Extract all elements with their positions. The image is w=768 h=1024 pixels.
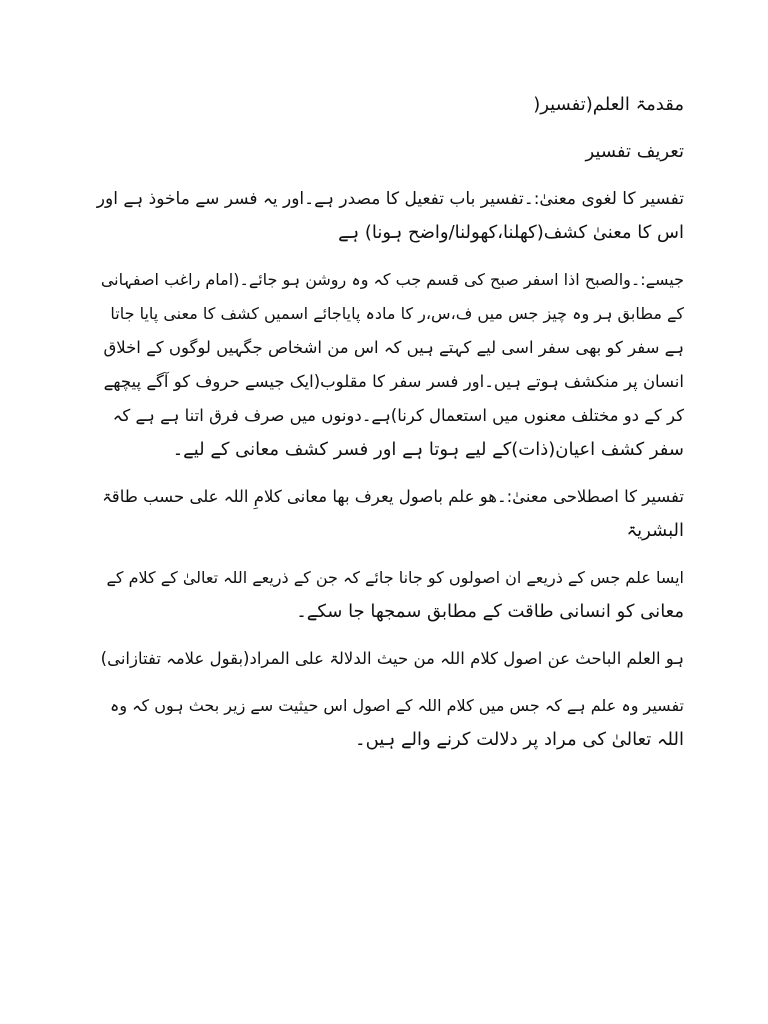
paragraph-line: انسان پر منکشف ہوتے ہیں۔اور فسر سفر کا مقلوب(ایک جیسے حروف کو آگے پیچھے xyxy=(103,372,684,391)
paragraph-line: سفر کشف اعیان(ذات)کے لیے ہوتا ہے اور فسر کشف معانی کے لیے۔ xyxy=(172,439,684,460)
paragraph-line: ایسا علم جس کے ذریعے ان اصولوں کو جانا جائے کہ جن کے ذریعے اللہ تعالیٰ کے کلام کے xyxy=(106,568,684,587)
heading-muqaddama xyxy=(96,88,684,122)
heading-muqaddama-text: مقدمۃ العلم(تفسیر( xyxy=(533,94,684,115)
paragraph-example xyxy=(96,263,684,467)
paragraph-line: جیسے:۔والصبح اذا اسفر صبح کی قسم جب کہ وہ روشن ہو جائے۔(امام راغب اصفہانی xyxy=(100,270,684,289)
paragraph-line: کے مطابق ہر وہ چیز جس میں ف،س،ر کا مادہ پایاجائے اسمیں کشف کا معنی پایا جاتا xyxy=(110,304,684,323)
paragraph-lughvi-meaning xyxy=(96,182,684,250)
heading-tareef-tafseer-text: تعریف تفسیر xyxy=(585,141,684,162)
paragraph-urdu-definition xyxy=(96,561,684,629)
paragraph-istilahi-meaning xyxy=(96,480,684,548)
paragraph-line: البشریۃ xyxy=(626,520,684,541)
paragraph-line: معانی کو انسانی طاقت کے مطابق سمجھا جا سکے۔ xyxy=(296,601,684,622)
paragraph-line: ہے سفر کو بھی سفر اسی لیے کہتے ہیں کہ اس من اشخاص جگہیں لوگوں کے اخلاق xyxy=(103,338,684,357)
paragraph-taftazani-definition xyxy=(96,642,684,676)
paragraph-final-definition xyxy=(96,689,684,757)
paragraph-line: تفسیر کا لغوی معنیٰ:۔تفسیر باب تفعیل کا مصدر ہے۔اور یہ فسر سے ماخوذ ہے اور xyxy=(96,189,684,209)
paragraph-line: کر کے دو مختلف معنوں میں استعمال کرنا)ہے۔دونوں میں صرف فرق اتنا ہے ہے کہ xyxy=(112,406,684,425)
paragraph-line: تفسیر وہ علم ہے کہ جس میں کلام اللہ کے اصول اس حیثیت سے زیر بحث ہوں کہ وہ xyxy=(109,696,684,715)
document-page xyxy=(96,88,684,770)
paragraph-line: تفسیر کا اصطلاحی معنیٰ:۔ھو علم باصول یعرف بھا معانی کلامِ اللہ علی حسب طاقۃ xyxy=(102,487,684,506)
paragraph-line: ہو العلم الباحث عن اصول کلام اللہ من حیث الدلالۃ علی المراد(بقول علامہ تفتازانی) xyxy=(100,649,684,668)
paragraph-line: اللہ تعالیٰ کی مراد پر دلالت کرنے والے ہیں۔ xyxy=(355,729,684,750)
paragraph-line: اس کا معنیٰ کشف(کھلنا،کھولنا/واضح ہونا) ہے xyxy=(338,222,684,243)
heading-tareef-tafseer xyxy=(96,135,684,169)
